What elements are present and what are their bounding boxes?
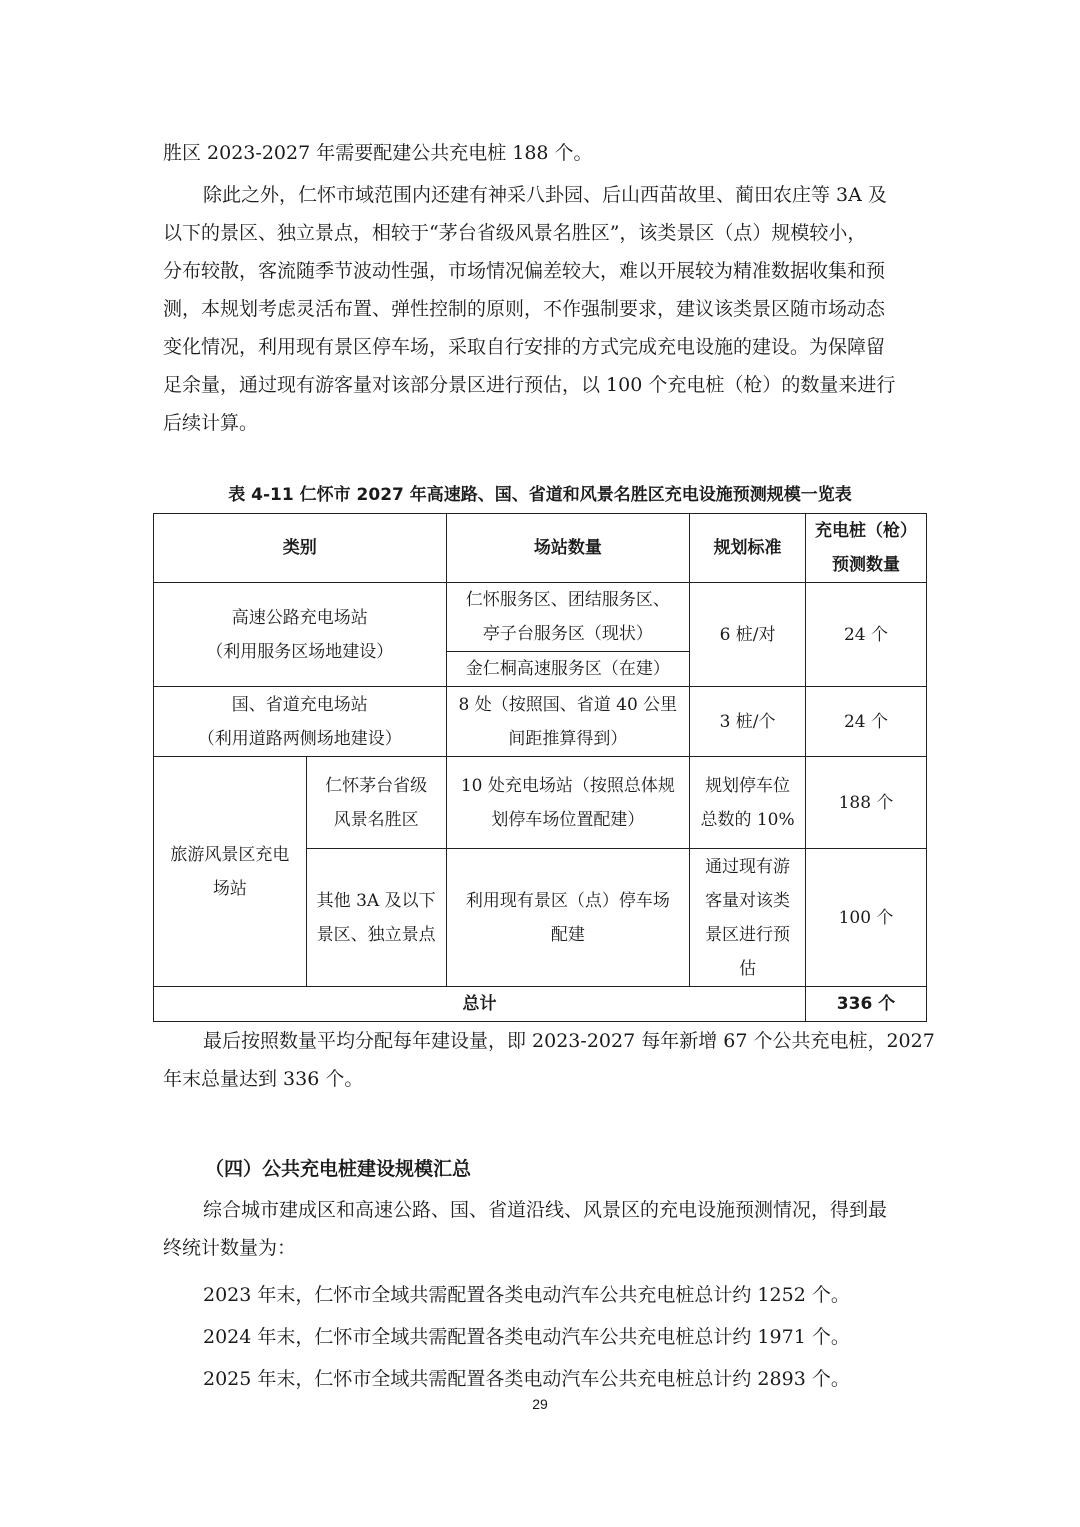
allocation-paragraph (163, 1022, 935, 1098)
maotai-stations-cell (446, 757, 690, 849)
text-line: 后续计算。 (163, 412, 259, 434)
cell-line: （利用道路两侧场地建设） (197, 728, 402, 749)
table-row (154, 757, 927, 849)
forecast-table (153, 513, 927, 1022)
highway-category-cell (154, 583, 447, 687)
text-line: 变化情况，利用现有景区停车场，采取自行安排的方式完成充电设施的建设。为保障留 (163, 336, 886, 358)
cell-line: 仁怀茅台省级 (325, 775, 428, 796)
cell-line: 估 (739, 958, 757, 979)
maotai-count-cell: 188 个 (805, 757, 926, 849)
section-heading: （四）公共充电桩建设规模汇总 (205, 1158, 472, 1180)
text-line: 最后按照数量平均分配每年建设量，即 2023-2027 每年新增 67 个公共充电桩，2027 (203, 1030, 935, 1052)
cell-line: 配建 (550, 924, 585, 945)
cell-line: 高速公路充电场站 (231, 607, 368, 628)
total-count-cell: 336 个 (805, 987, 926, 1022)
header-stations: 场站数量 (446, 514, 690, 583)
cell-line: 亭子台服务区（现状） (482, 624, 653, 644)
road-standard-cell: 3 桩/个 (690, 687, 806, 757)
road-count-cell: 24 个 (805, 687, 926, 757)
cell-line: （利用服务区场地建设） (206, 641, 394, 662)
cell-line: 规划停车位 (705, 775, 791, 796)
text-line: 终统计数量为： (163, 1237, 297, 1259)
cell-line: 总数的 10% (700, 809, 795, 830)
year-total-item: 2025 年末，仁怀市全域共需配置各类电动汽车公共充电桩总计约 2893 个。 (203, 1368, 850, 1390)
total-label-cell: 总计 (154, 987, 806, 1022)
cell-line: 间距推算得到） (508, 728, 628, 749)
text-line: 以下的景区、独立景点，相较于“茅台省级风景名胜区”，该类景区（点）规模较小， (163, 222, 867, 244)
cell-line: 景区进行预 (705, 924, 791, 945)
cell-line: 旅游风景区充电 (170, 844, 290, 865)
table-header-row (154, 514, 927, 583)
header-forecast (805, 514, 926, 583)
table-total-row (154, 987, 927, 1022)
cell-line: 通过现有游 (705, 856, 791, 877)
highway-stations-cell-b: 金仁桐高速服务区（在建） (446, 652, 690, 687)
table-caption: 表 4-11 仁怀市 2027 年高速路、国、省道和风景名胜区充电设施预测规模一览表 (228, 485, 852, 505)
header-standard: 规划标准 (690, 514, 806, 583)
highway-standard-cell: 6 桩/对 (690, 583, 806, 687)
year-totals-list (163, 1276, 923, 1398)
cell-line: 8 处（按照国、省道 40 公里 (458, 694, 678, 715)
scenic-areas-paragraph (163, 176, 923, 442)
cell-line: 国、省道充电场站 (231, 694, 368, 715)
cell-line: 仁怀服务区、团结服务区、 (465, 590, 670, 610)
year-total-item: 2023 年末，仁怀市全域共需配置各类电动汽车公共充电桩总计约 1252 个。 (203, 1284, 850, 1306)
road-stations-cell (446, 687, 690, 757)
cell-line: 划停车场位置配建） (491, 809, 645, 830)
cell-line: 场站 (212, 878, 247, 899)
text-line: 足余量，通过现有游客量对该部分景区进行预估，以 100 个充电桩（枪）的数量来进行 (163, 374, 896, 396)
table-row (154, 687, 927, 757)
cell-line: 其他 3A 及以下 (316, 890, 436, 911)
road-category-cell (154, 687, 447, 757)
header-forecast-line: 充电桩（枪） (814, 521, 917, 541)
highway-count-cell: 24 个 (805, 583, 926, 687)
cell-line: 景区、独立景点 (316, 924, 436, 945)
year-total-item: 2024 年末，仁怀市全域共需配置各类电动汽车公共充电桩总计约 1971 个。 (203, 1326, 850, 1348)
cell-line: 客量对该类 (705, 890, 791, 911)
text-line: 综合城市建成区和高速公路、国、省道沿线、风景区的充电设施预测情况，得到最 (203, 1199, 888, 1221)
maotai-standard-cell (690, 757, 806, 849)
others-stations-cell (446, 849, 690, 987)
intro-paragraph (163, 134, 923, 172)
text-line: 年末总量达到 336 个。 (163, 1068, 364, 1090)
text-line: 胜区 2023-2027 年需要配建公共充电桩 188 个。 (163, 142, 593, 164)
others-standard-cell (690, 849, 806, 987)
cell-line: 利用现有景区（点）停车场 (465, 890, 670, 911)
header-forecast-line: 预测数量 (831, 555, 900, 575)
header-category: 类别 (154, 514, 447, 583)
others-count-cell: 100 个 (805, 849, 926, 987)
maotai-name-cell (306, 757, 446, 849)
text-line: 分布较散，客流随季节波动性强，市场情况偏差较大，难以开展较为精准数据收集和预 (163, 260, 886, 282)
table-row (154, 583, 927, 652)
text-line: 测，本规划考虑灵活布置、弹性控制的原则，不作强制要求，建议该类景区随市场动态 (163, 298, 886, 320)
highway-stations-cell (446, 583, 690, 652)
cell-line: 10 处充电场站（按照总体规 (460, 775, 675, 796)
page-number: 29 (532, 1396, 548, 1412)
others-name-cell (306, 849, 446, 987)
text-line: 除此之外，仁怀市域范围内还建有神采八卦园、后山西苗故里、蔺田农庄等 3A 及 (203, 184, 887, 206)
summary-paragraph (163, 1191, 923, 1267)
cell-line: 风景名胜区 (333, 809, 419, 830)
scenic-category-cell (154, 757, 307, 987)
